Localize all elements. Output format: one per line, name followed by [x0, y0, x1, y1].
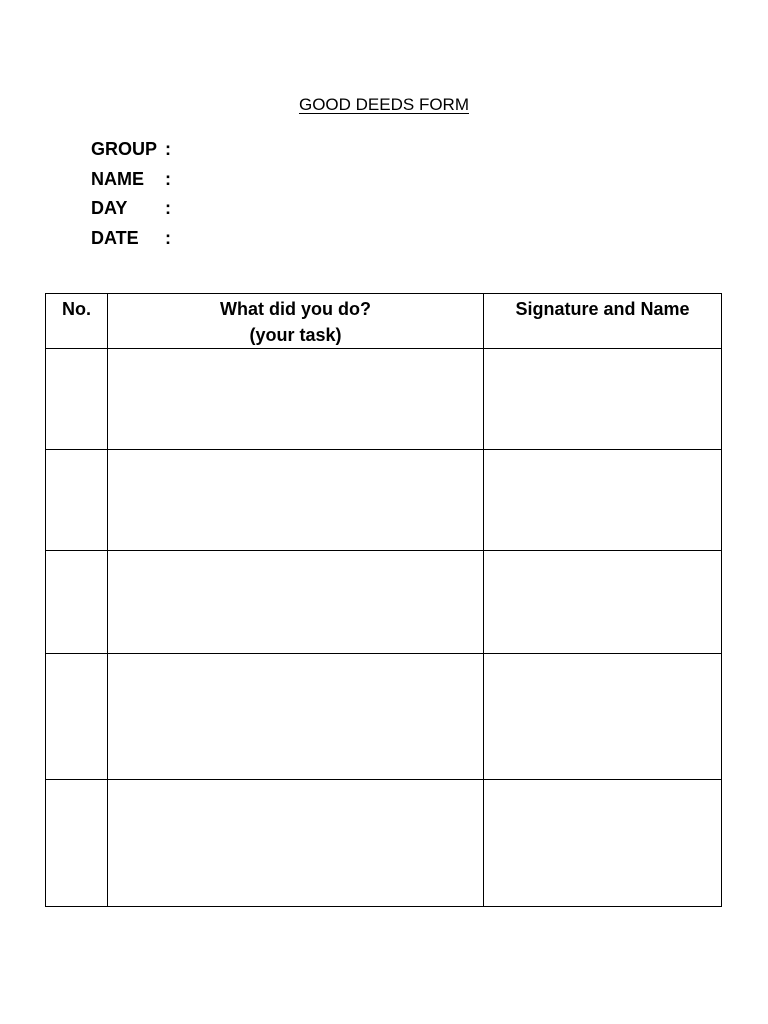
cell-no[interactable] — [46, 780, 108, 907]
date-colon: : — [165, 227, 171, 248]
cell-no[interactable] — [46, 654, 108, 780]
cell-task[interactable] — [108, 349, 484, 450]
cell-signature[interactable] — [484, 654, 722, 780]
table-row — [46, 551, 722, 654]
cell-signature[interactable] — [484, 551, 722, 654]
cell-task[interactable] — [108, 654, 484, 780]
table-row — [46, 450, 722, 551]
group-colon: : — [165, 139, 171, 159]
cell-task[interactable] — [108, 450, 484, 551]
cell-no[interactable] — [46, 551, 108, 654]
table-header-row — [46, 294, 722, 349]
header-task — [108, 294, 484, 349]
day-colon: : — [165, 198, 171, 218]
cell-task[interactable] — [108, 780, 484, 907]
cell-signature[interactable] — [484, 780, 722, 907]
good-deeds-table — [45, 293, 722, 907]
cell-no[interactable] — [46, 450, 108, 551]
header-task-line1: What did you do? — [220, 299, 371, 319]
name-field — [91, 167, 175, 197]
header-signature: Signature and Name — [484, 294, 722, 349]
name-label: NAME — [91, 168, 144, 189]
info-fields — [91, 137, 175, 255]
date-label: DATE — [91, 227, 139, 248]
day-label: DAY — [91, 198, 128, 218]
day-field — [91, 196, 175, 226]
table-row — [46, 349, 722, 450]
cell-signature[interactable] — [484, 349, 722, 450]
group-label: GROUP — [91, 139, 158, 159]
group-field — [91, 137, 175, 167]
table-row — [46, 780, 722, 907]
name-colon: : — [165, 168, 171, 189]
cell-no[interactable] — [46, 349, 108, 450]
date-field — [91, 226, 175, 256]
header-task-line2: (your task) — [249, 325, 342, 345]
header-no: No. — [46, 294, 108, 349]
cell-signature[interactable] — [484, 450, 722, 551]
cell-task[interactable] — [108, 551, 484, 654]
table-row — [46, 654, 722, 780]
page-title: GOOD DEEDS FORM — [298, 95, 469, 114]
